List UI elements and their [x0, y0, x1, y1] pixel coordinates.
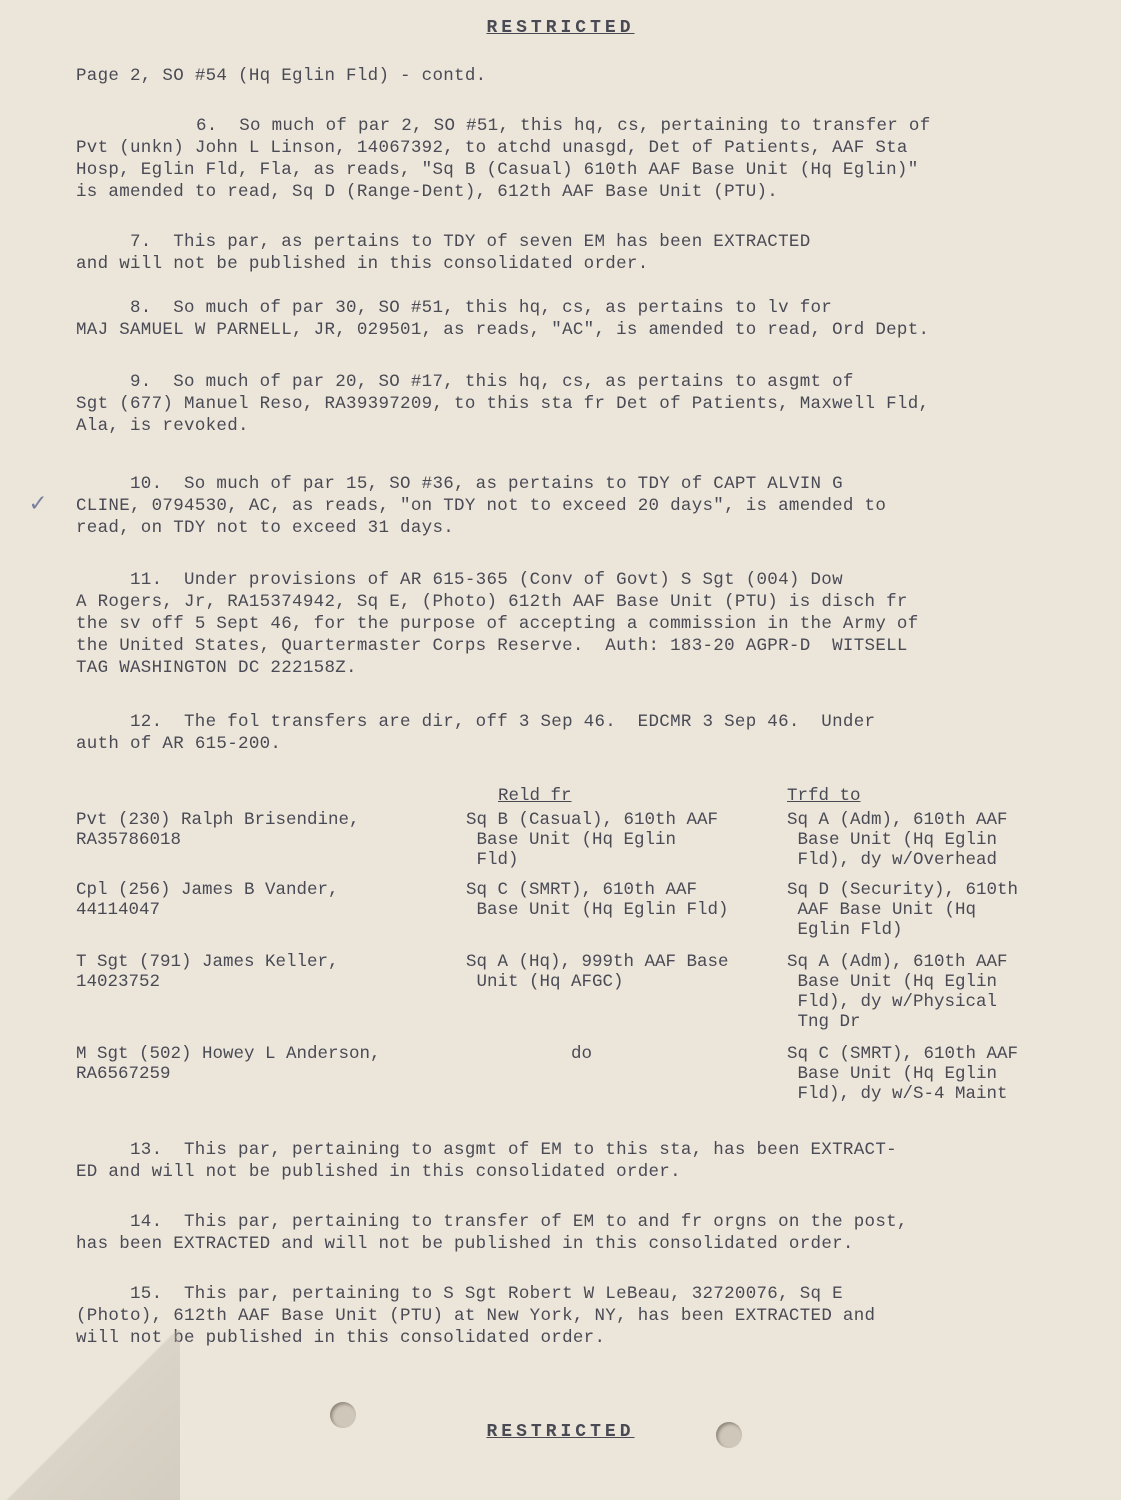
row-serial: RA35786018 — [76, 830, 182, 850]
column-header-from: Reld fr — [498, 786, 572, 806]
row-to: Base Unit (Hq Eglin — [787, 830, 998, 850]
checkmark-icon: ✓ — [30, 489, 46, 519]
row-from: Fld) — [466, 850, 519, 870]
p8-line: MAJ SAMUEL W PARNELL, JR, 029501, as reads, "AC", is amended to read, Ord Dept. — [76, 320, 930, 340]
row-to: Base Unit (Hq Eglin — [787, 1064, 998, 1084]
p11-line: the sv off 5 Sept 46, for the purpose of accepting a commission in the Army of — [76, 614, 919, 634]
row-from: Base Unit (Hq Eglin Fld) — [466, 900, 729, 920]
row-from: Sq A (Hq), 999th AAF Base — [466, 952, 729, 972]
column-header-to: Trfd to — [787, 786, 861, 806]
p14-line: has been EXTRACTED and will not be published in this consolidated order. — [76, 1234, 854, 1254]
p10-line: CLINE, 0794530, AC, as reads, "on TDY not to exceed 20 days", is amended to — [76, 496, 887, 516]
row-from: Unit (Hq AFGC) — [466, 972, 624, 992]
p15-line: 15. This par, pertaining to S Sgt Robert W LeBeau, 32720076, Sq E — [130, 1284, 843, 1304]
row-to: Sq D (Security), 610th — [787, 880, 1019, 900]
row-name: M Sgt (502) Howey L Anderson, — [76, 1044, 381, 1064]
p9-line: Sgt (677) Manuel Reso, RA39397209, to this sta fr Det of Patients, Maxwell Fld, — [76, 394, 930, 414]
p6-line: Pvt (unkn) John L Linson, 14067392, to atchd unasgd, Det of Patients, AAF Sta — [76, 138, 908, 158]
p6-line: 6. So much of par 2, SO #51, this hq, cs, pertaining to transfer of — [196, 116, 931, 136]
p11-line: TAG WASHINGTON DC 222158Z. — [76, 658, 357, 678]
row-to: Tng Dr — [787, 1012, 861, 1032]
p15-line: (Photo), 612th AAF Base Unit (PTU) at New York, NY, has been EXTRACTED and — [76, 1306, 876, 1326]
p8-line: 8. So much of par 30, SO #51, this hq, cs, as pertains to lv for — [130, 298, 833, 318]
footer-restricted: RESTRICTED — [486, 1422, 635, 1442]
row-to: AAF Base Unit (Hq — [787, 900, 977, 920]
p11-line: 11. Under provisions of AR 615-365 (Conv of Govt) S Sgt (004) Dow — [130, 570, 843, 590]
p7-line: 7. This par, as pertains to TDY of seven EM has been EXTRACTED — [130, 232, 811, 252]
row-from: do — [466, 1044, 593, 1064]
row-from: Sq C (SMRT), 610th AAF — [466, 880, 698, 900]
row-serial: 44114047 — [76, 900, 161, 920]
p13-line: ED and will not be published in this consolidated order. — [76, 1162, 681, 1182]
p10-line: read, on TDY not to exceed 31 days. — [76, 518, 455, 538]
p9-line: 9. So much of par 20, SO #17, this hq, cs, as pertains to asgmt of — [130, 372, 854, 392]
p13-line: 13. This par, pertaining to asgmt of EM to this sta, has been EXTRACT- — [130, 1140, 897, 1160]
row-name: T Sgt (791) James Keller, — [76, 952, 339, 972]
row-name: Cpl (256) James B Vander, — [76, 880, 339, 900]
p12-line: auth of AR 615-200. — [76, 734, 282, 754]
p14-line: 14. This par, pertaining to transfer of EM to and fr orgns on the post, — [130, 1212, 908, 1232]
p7-line: and will not be published in this consolidated order. — [76, 254, 649, 274]
header-restricted: RESTRICTED — [486, 18, 635, 38]
p12-line: 12. The fol transfers are dir, off 3 Sep 46. EDCMR 3 Sep 46. Under — [130, 712, 876, 732]
row-to: Fld), dy w/Overhead — [787, 850, 998, 870]
p9-line: Ala, is revoked. — [76, 416, 249, 436]
row-to: Sq C (SMRT), 610th AAF — [787, 1044, 1019, 1064]
row-to: Fld), dy w/Physical — [787, 992, 998, 1012]
row-to: Sq A (Adm), 610th AAF — [787, 810, 1008, 830]
row-to: Fld), dy w/S-4 Maint — [787, 1084, 1008, 1104]
row-from: Sq B (Casual), 610th AAF — [466, 810, 719, 830]
row-to: Base Unit (Hq Eglin — [787, 972, 998, 992]
row-serial: RA6567259 — [76, 1064, 171, 1084]
row-name: Pvt (230) Ralph Brisendine, — [76, 810, 360, 830]
p15-line: will not be published in this consolidated order. — [76, 1328, 606, 1348]
p10-line: 10. So much of par 15, SO #36, as pertains to TDY of CAPT ALVIN G — [130, 474, 843, 494]
row-serial: 14023752 — [76, 972, 161, 992]
p6-line: Hosp, Eglin Fld, Fla, as reads, "Sq B (Casual) 610th AAF Base Unit (Hq Eglin)" — [76, 160, 919, 180]
p11-line: A Rogers, Jr, RA15374942, Sq E, (Photo) 612th AAF Base Unit (PTU) is disch fr — [76, 592, 908, 612]
p6-line: is amended to read, Sq D (Range-Dent), 612th AAF Base Unit (PTU). — [76, 182, 779, 202]
row-to: Eglin Fld) — [787, 920, 903, 940]
row-from: Base Unit (Hq Eglin — [466, 830, 677, 850]
row-to: Sq A (Adm), 610th AAF — [787, 952, 1008, 972]
page-line: Page 2, SO #54 (Hq Eglin Fld) - contd. — [76, 66, 487, 86]
p11-line: the United States, Quartermaster Corps Reserve. Auth: 183-20 AGPR-D WITSELL — [76, 636, 908, 656]
